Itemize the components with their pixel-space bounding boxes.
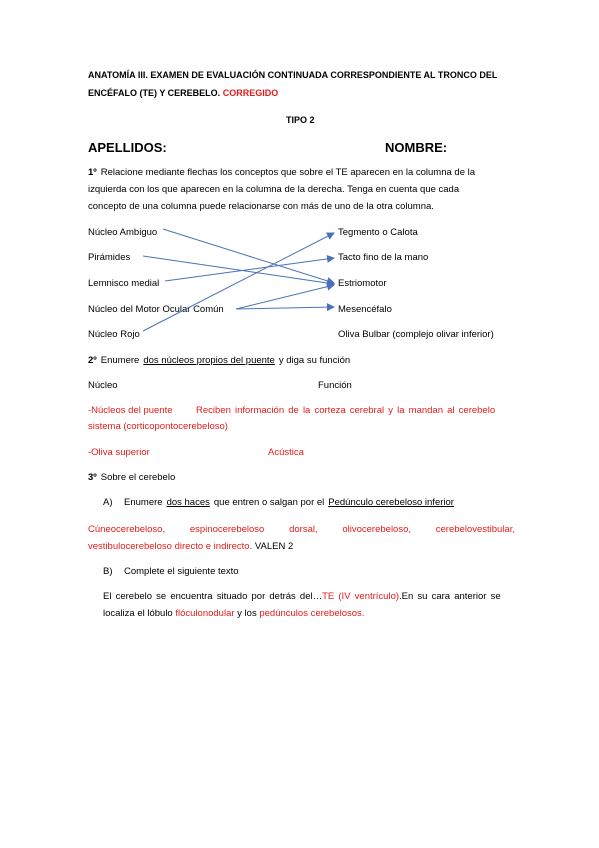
q3a-answer-word: cerebelovestibular, xyxy=(435,524,515,535)
q1-number: 1º xyxy=(88,167,97,178)
q3a-underlined-haces: dos haces xyxy=(166,497,210,508)
q3a-answer-word: espinocerebeloso xyxy=(189,524,265,535)
right-item-estriomotor: Estriomotor xyxy=(338,278,387,289)
q2-answer1-function-line2: sistema (corticopontocerebeloso) xyxy=(88,421,228,432)
q3b-label: B) xyxy=(103,566,113,577)
left-item-nucleo-motor-ocular: Núcleo del Motor Ocular Común xyxy=(88,304,224,315)
right-item-tacto-fino: Tacto fino de la mano xyxy=(338,252,429,263)
q2-answer1-nucleus: -Núcleos del puente xyxy=(88,405,173,416)
q3a-label: A) xyxy=(103,497,113,508)
right-item-mesencefalo: Mesencéfalo xyxy=(338,304,392,315)
q3a-answer-word: olivocerebeloso, xyxy=(342,524,412,535)
surname-label: APELLIDOS: xyxy=(88,140,167,155)
q3a-text-mid: que entren o salgan por el xyxy=(213,497,325,508)
q2-answer1-function: Reciben información de la corteza cerebral y la mandan al cerebelo xyxy=(196,405,496,416)
left-item-nucleo-rojo: Núcleo Rojo xyxy=(88,329,140,340)
name-label: NOMBRE: xyxy=(385,140,448,155)
q3-text: Sobre el cerebelo xyxy=(100,472,176,483)
right-item-oliva-bulbar: Oliva Bulbar (complejo olivar inferior) xyxy=(338,329,494,340)
q3b-line2-mid: y los xyxy=(237,608,257,619)
q3a-answer-word: Cúneocerebeloso, xyxy=(88,524,166,535)
q2-col-nucleo: Núcleo xyxy=(88,380,118,391)
arrow-motor-ocular-to-estriomotor xyxy=(236,285,334,309)
q3a-valen: VALEN 2 xyxy=(254,541,294,552)
q3a-underlined-peduncle: Pedúnculo cerebeloso inferior xyxy=(328,497,454,508)
arrow-lemnisco-to-tacto-fino xyxy=(165,258,334,281)
left-item-lemnisco-medial: Lemnisco medial xyxy=(88,278,160,289)
q3a-answer-line2 xyxy=(88,541,293,552)
q1-text-line1: Relacione mediante flechas los conceptos que sobre el TE aparecen en la columna de la xyxy=(100,167,476,178)
corrected-label: CORREGIDO xyxy=(222,88,279,98)
exam-title-text: ENCÉFALO (TE) Y CEREBELO. xyxy=(88,88,221,98)
q3b-line2-pre: localiza el lóbulo xyxy=(103,608,173,619)
q3b-answer-te: TE (IV ventrículo) xyxy=(322,591,400,602)
q1-text-line2: izquierda con los que aparecen en la columna de la derecha. Tenga en cuenta que cada xyxy=(88,184,460,195)
q3b-line1-pre: El cerebelo se encuentra situado por detrás del… xyxy=(103,591,323,602)
q2-answer2-function: Acústica xyxy=(268,447,304,458)
q2-text-pre: Enumere xyxy=(100,355,140,366)
arrow-rojo-to-tegmento xyxy=(143,233,334,331)
q2-text-underlined: dos núcleos propios del puente xyxy=(143,355,275,366)
q2-prompt xyxy=(88,355,350,366)
q3a-answer-word: dorsal, xyxy=(289,524,318,535)
q3b-line2 xyxy=(103,608,364,619)
q3-number: 3º xyxy=(88,472,97,483)
arrow-motor-ocular-to-mesencefalo xyxy=(236,307,334,309)
q3b-answer-pedunculos: pedúnculos cerebelosos. xyxy=(259,608,365,619)
q2-answer2-nucleus: -Oliva superior xyxy=(88,447,150,458)
q3a-text-pre: Enumere xyxy=(124,497,163,508)
q3a-answer-line1 xyxy=(88,524,515,535)
exam-type: TIPO 2 xyxy=(286,115,315,125)
q3a-prompt xyxy=(124,497,454,508)
q2-number: 2º xyxy=(88,355,97,366)
q3a-answer-line2-text: vestibulocerebeloso directo e indirecto. xyxy=(88,541,253,552)
arrow-ambiguo-to-estriomotor xyxy=(163,229,334,283)
exam-title-line1: ANATOMÍA III. EXAMEN DE EVALUACIÓN CONTINUADA CORRESPONDIENTE AL TRONCO DEL xyxy=(88,70,498,80)
q3b-answer-floculonodular: flóculonodular xyxy=(175,608,235,619)
left-item-piramides: Pirámides xyxy=(88,252,131,263)
q3b-prompt: Complete el siguiente texto xyxy=(124,566,239,577)
q2-text-post: y diga su función xyxy=(278,355,351,366)
left-item-nucleo-ambiguo: Núcleo Ambiguo xyxy=(88,227,158,238)
q2-col-funcion: Función xyxy=(318,380,352,391)
q3-prompt xyxy=(88,472,175,483)
right-item-tegmento: Tegmento o Calota xyxy=(338,227,418,238)
q3b-line1-post: .En su cara anterior se xyxy=(399,591,501,602)
q3b-line1 xyxy=(103,591,515,602)
q1-text-line3: concepto de una columna puede relacionarse con más de uno de la otra columna. xyxy=(88,201,434,212)
